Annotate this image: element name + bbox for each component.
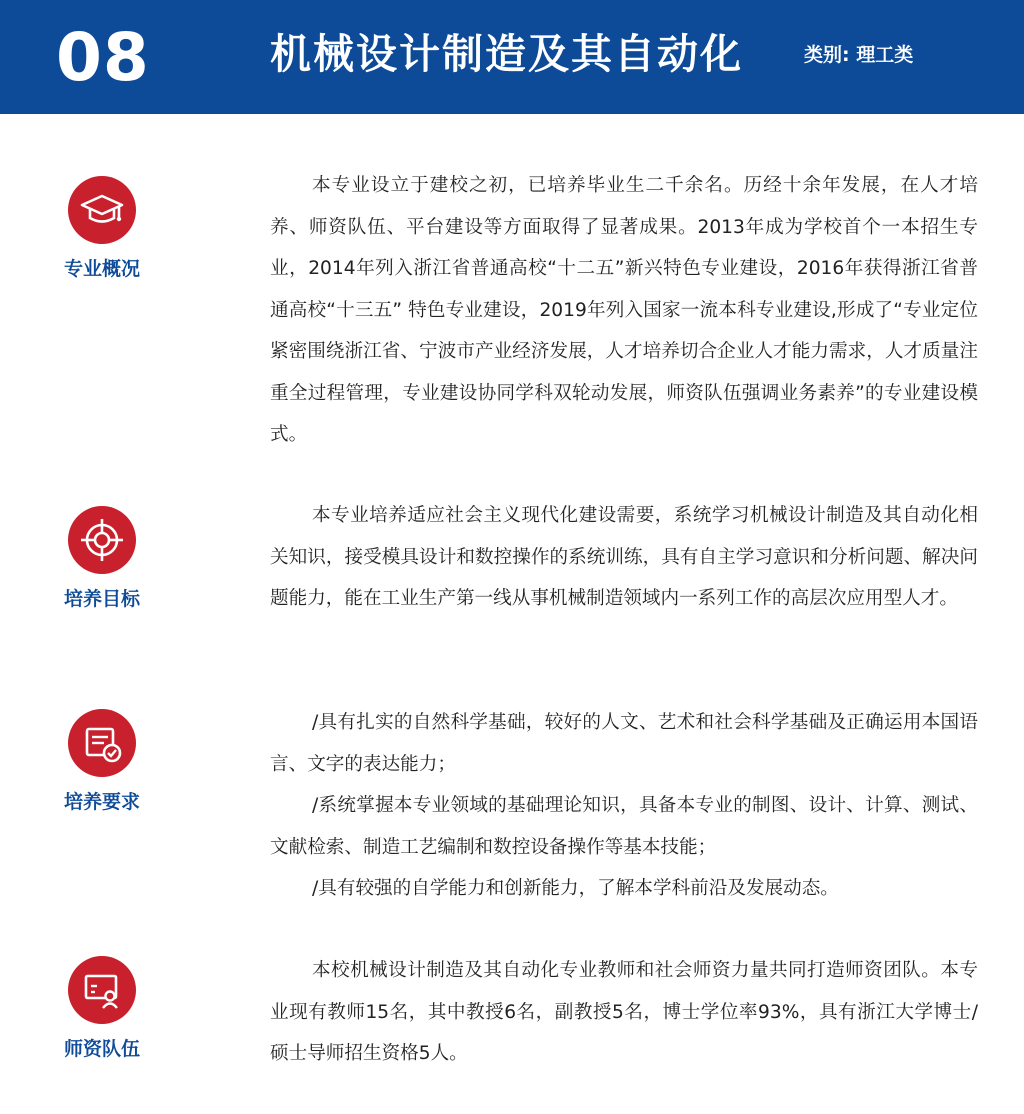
paragraph: 本专业设立于建校之初，已培养毕业生二千余名。历经十余年发展，在人才培养、师资队伍、平台建设等方面取得了显著成果。2013年成为学校首个一本招生专业，2014年列入浙江省普通高校“十二五”新兴特色专业建设，2016年获得浙江省普通高校“十三五” 特色专业建设，2019年列入国家一流本科专业建设,形成了“专业定位紧密围绕浙江省、宁波市产业经济发展，人才培养切合企业人才能力需求，人才质量注重全过程管理，专业建设协同学科双轮动发展，师资队伍强调业务素养”的专业建设模式。 xyxy=(270,175,978,445)
section-text xyxy=(270,495,978,620)
section-label: 培养目标 xyxy=(63,588,140,610)
paragraph: /具有较强的自学能力和创新能力，了解本学科前沿及发展动态。 xyxy=(312,878,839,899)
major-category: 类别: 理工类 xyxy=(804,44,914,66)
section-side xyxy=(60,709,144,815)
section-text xyxy=(270,165,978,456)
target-icon xyxy=(68,506,136,574)
paragraph: 本校机械设计制造及其自动化专业教师和社会师资力量共同打造师资团队。本专业现有教师15名，其中教授6名，副教授5名，博士学位率93%，具有浙江大学博士/硕士导师招生资格5人。 xyxy=(270,960,978,1064)
page-header xyxy=(0,0,1024,114)
section-text xyxy=(270,950,978,1075)
checklist-icon xyxy=(68,709,136,777)
section-side xyxy=(60,956,144,1062)
graduation-cap-icon xyxy=(68,176,136,244)
section-label: 培养要求 xyxy=(63,791,140,813)
section-side xyxy=(60,176,144,282)
major-number: 08 xyxy=(56,19,150,96)
paragraph: /系统掌握本专业领域的基础理论知识，具备本专业的制图、设计、计算、测试、文献检索、制造工艺编制和数控设备操作等基本技能； xyxy=(270,795,978,858)
section-side xyxy=(60,506,144,612)
section-text xyxy=(270,702,978,910)
paragraph: /具有扎实的自然科学基础，较好的人文、艺术和社会科学基础及正确运用本国语言、文字的表达能力； xyxy=(270,712,978,775)
teacher-board-icon xyxy=(68,956,136,1024)
paragraph: 本专业培养适应社会主义现代化建设需要，系统学习机械设计制造及其自动化相关知识，接受模具设计和数控操作的系统训练，具有自主学习意识和分析问题、解决问题能力，能在工业生产第一线从事机械制造领域内一系列工作的高层次应用型人才。 xyxy=(270,505,978,609)
major-title: 机械设计制造及其自动化 xyxy=(270,30,743,78)
section-label: 专业概况 xyxy=(63,258,140,280)
section-label: 师资队伍 xyxy=(63,1038,140,1060)
